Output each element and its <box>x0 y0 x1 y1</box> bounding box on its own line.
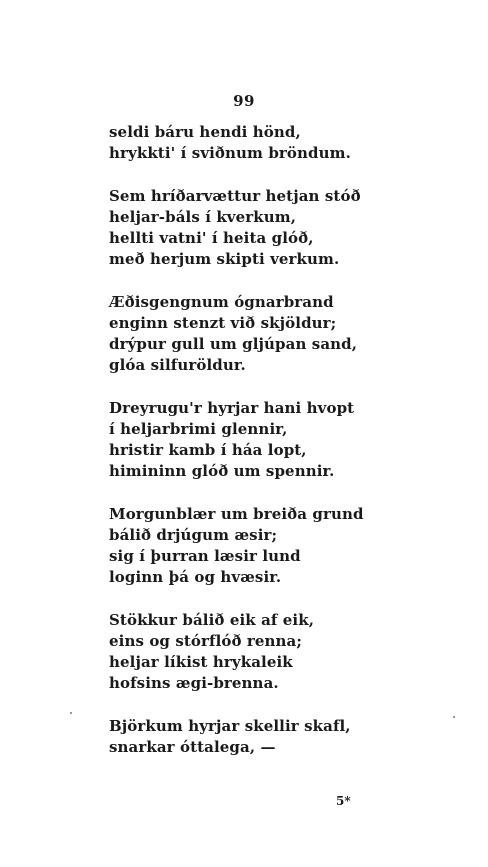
poem-line: eins og stórflóð renna; <box>109 632 303 650</box>
stanza-3 <box>109 292 369 376</box>
poem-line: hristir kamb í háa lopt, <box>109 441 307 459</box>
stanza-1 <box>109 122 369 164</box>
print-speck <box>453 716 455 718</box>
poem-line: hofsins ægi-brenna. <box>109 674 279 692</box>
poem-line: seldi báru hendi hönd, <box>109 123 301 141</box>
stanza-7 <box>109 716 369 758</box>
stanza-5 <box>109 504 369 588</box>
poem-line: Morgunblær um breiða grund <box>109 505 364 523</box>
poem-line: heljar-báls í kverkum, <box>109 208 297 226</box>
poem-line: með herjum skipti verkum. <box>109 250 340 268</box>
poem-line: hrykkti' í sviðnum bröndum. <box>109 144 351 162</box>
poem-line: Sem hríðarvættur hetjan stóð <box>109 187 361 205</box>
print-speck <box>70 712 72 714</box>
poem-line: drýpur gull um gljúpan sand, <box>109 335 358 353</box>
signature-mark: 5* <box>336 794 351 808</box>
poem-body <box>109 122 369 780</box>
poem-line: sig í þurran læsir lund <box>109 547 301 565</box>
poem-line: glóa silfuröldur. <box>109 356 246 374</box>
poem-line: loginn þá og hvæsir. <box>109 568 282 586</box>
poem-line: í heljarbrimi glennir, <box>109 420 288 438</box>
page-number: 99 <box>233 92 255 110</box>
poem-line: himininn glóð um spennir. <box>109 462 335 480</box>
poem-line: Björkum hyrjar skellir skafl, <box>109 717 351 735</box>
poem-line: bálið drjúgum æsir; <box>109 526 278 544</box>
poem-line: Stökkur bálið eik af eik, <box>109 611 315 629</box>
stanza-4 <box>109 398 369 482</box>
poem-line: enginn stenzt við skjöldur; <box>109 314 337 332</box>
poem-line: heljar líkist hrykaleik <box>109 653 293 671</box>
poem-line: Dreyrugu'r hyrjar hani hvopt <box>109 399 355 417</box>
stanza-6 <box>109 610 369 694</box>
poem-line: Æðisgengnum ógnarbrand <box>109 293 334 311</box>
stanza-2 <box>109 186 369 270</box>
poem-line: snarkar óttalega, — <box>109 738 276 756</box>
poem-line: hellti vatni' í heita glóð, <box>109 229 314 247</box>
